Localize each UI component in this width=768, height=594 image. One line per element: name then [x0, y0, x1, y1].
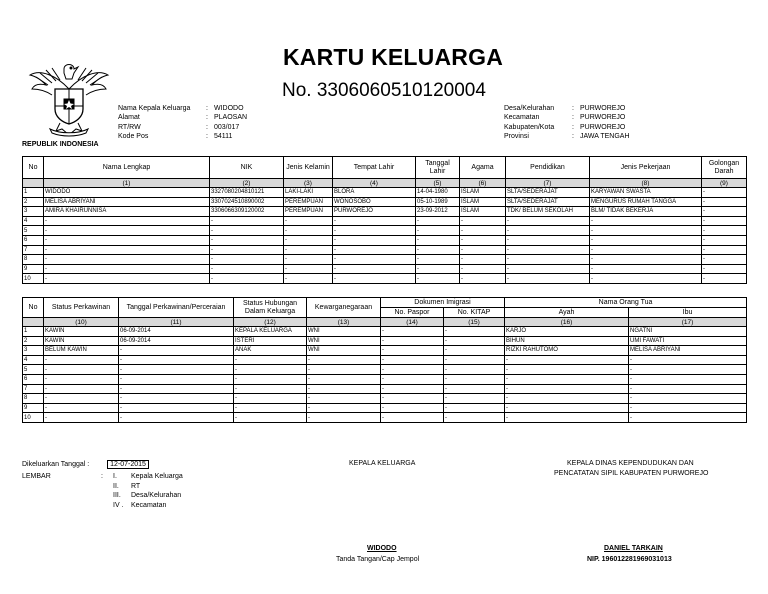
table-cell: WONOSOBO	[333, 197, 416, 207]
info-value: PURWOREJO	[580, 123, 626, 131]
table-cell: -	[590, 245, 702, 255]
col-header: No. Paspor	[381, 308, 444, 318]
family-info-right	[504, 104, 630, 141]
lembar-label: LEMBAR	[22, 473, 51, 480]
col-header: No	[23, 298, 44, 318]
table-cell: 2	[23, 336, 44, 346]
col-index: (1)	[44, 179, 210, 188]
table-cell: -	[505, 403, 629, 413]
col-header: NIK	[210, 157, 284, 179]
table-cell: LAKI-LAKI	[284, 188, 333, 198]
table-cell: -	[307, 403, 381, 413]
lembar-item: III. Desa/Kelurahan	[113, 492, 182, 499]
col-header: Jenis Kelamin	[284, 157, 333, 179]
table-cell: -	[44, 264, 210, 274]
table-cell: ISLAM	[460, 188, 506, 198]
table-cell: -	[307, 374, 381, 384]
table-row	[23, 327, 747, 337]
table-cell: 23-09-2012	[416, 207, 460, 217]
table-cell: 14-04-1980	[416, 188, 460, 198]
table-row	[23, 274, 747, 284]
table-cell: 3	[23, 207, 44, 217]
info-label: Nama Kepala Keluarga	[118, 105, 191, 112]
table-cell: -	[590, 264, 702, 274]
info-value: JAWA TENGAH	[580, 132, 630, 140]
table-cell: -	[506, 245, 590, 255]
table-cell: ISLAM	[460, 207, 506, 217]
table-cell: -	[444, 403, 505, 413]
table-cell: 9	[23, 403, 44, 413]
info-value: 003/017	[214, 123, 240, 131]
table-cell: -	[590, 216, 702, 226]
index-row	[23, 318, 747, 327]
lembar-item: II. RT	[113, 482, 141, 490]
col-header: Tanggal Perkawinan/Perceraian	[119, 298, 234, 318]
col-index: (8)	[590, 179, 702, 188]
table-cell: -	[505, 394, 629, 404]
table-cell: 4	[23, 216, 44, 226]
table-cell: -	[702, 226, 747, 236]
info-row: Desa/Kelurahan : PURWOREJO	[504, 105, 626, 112]
table-cell: -	[284, 274, 333, 284]
info-row: Provinsi : JAWA TENGAH	[504, 132, 630, 140]
table-cell: -	[234, 374, 307, 384]
table-cell: WIDODO	[44, 188, 210, 198]
kepala-keluarga-sign-caption: Tanda Tangan/Cap Jempol	[336, 556, 420, 563]
table-cell: -	[210, 274, 284, 284]
family-info-left	[118, 104, 247, 141]
table-cell: -	[416, 235, 460, 245]
table-cell: -	[444, 413, 505, 423]
col-header: Status Hubungan Dalam Keluarga	[234, 298, 307, 318]
info-value: PURWOREJO	[580, 105, 626, 112]
table-cell: -	[44, 403, 119, 413]
table-row	[23, 245, 747, 255]
table-cell: -	[460, 226, 506, 236]
table-row	[23, 384, 747, 394]
table-cell: AMIRA KHAIRUNNISA	[44, 207, 210, 217]
table-cell: -	[307, 355, 381, 365]
col-header: Pendidikan	[506, 157, 590, 179]
col-header: Tempat Lahir	[333, 157, 416, 179]
table-cell: ANAK	[234, 346, 307, 356]
table-cell: -	[284, 264, 333, 274]
dinas-title-line-2: PENCATATAN SIPIL KABUPATEN PURWOREJO	[554, 470, 709, 477]
table-cell: -	[629, 365, 747, 375]
table-cell: -	[506, 235, 590, 245]
table-cell: BLM/ TIDAK BEKERJA	[590, 207, 702, 217]
table-cell: -	[629, 384, 747, 394]
lembar-item: IV . Kecamatan	[113, 501, 167, 509]
col-index: (7)	[506, 179, 590, 188]
table-cell: SLTA/SEDERAJAT	[506, 197, 590, 207]
table-cell: BELUM KAWIN	[44, 346, 119, 356]
lembar-colon: :	[101, 473, 103, 480]
table-cell: MENGURUS RUMAH TANGGA	[590, 197, 702, 207]
table-cell: -	[44, 226, 210, 236]
issued-date-line	[22, 460, 149, 469]
table-cell: -	[506, 274, 590, 284]
dinas-official-nip: NIP. 196012281969031013	[587, 556, 672, 563]
kepala-keluarga-title: KEPALA KELUARGA	[349, 460, 416, 467]
table-cell: -	[444, 384, 505, 394]
table-cell: RIZKI RAHUTOMO	[505, 346, 629, 356]
col-index: (3)	[284, 179, 333, 188]
table-cell: PEREMPUAN	[284, 197, 333, 207]
table-cell: -	[234, 365, 307, 375]
table-cell: -	[234, 355, 307, 365]
table-cell: -	[506, 216, 590, 226]
table-row	[23, 355, 747, 365]
table-cell: -	[702, 207, 747, 217]
issued-label: Dikeluarkan Tanggal :	[22, 461, 90, 468]
table-cell: -	[234, 394, 307, 404]
table-cell: -	[210, 235, 284, 245]
info-label: Desa/Kelurahan	[504, 105, 555, 112]
table-cell: KARJO	[505, 327, 629, 337]
table-cell: -	[44, 394, 119, 404]
table-cell: BIHUN	[505, 336, 629, 346]
table-cell: -	[210, 264, 284, 274]
table-cell: 1	[23, 327, 44, 337]
table-cell: TDK/ BELUM SEKOLAH	[506, 207, 590, 217]
col-header: Kewarganegaraan	[307, 298, 381, 318]
table-cell: UMI FAWATI	[629, 336, 747, 346]
col-index: (17)	[629, 318, 747, 327]
table-cell: -	[210, 255, 284, 265]
table-cell: -	[505, 384, 629, 394]
table-cell: -	[44, 365, 119, 375]
table-cell: -	[702, 264, 747, 274]
info-row: Kecamatan : PURWOREJO	[504, 114, 626, 122]
table-cell: -	[505, 413, 629, 423]
table-cell: WNI	[307, 327, 381, 337]
table-cell: -	[333, 264, 416, 274]
kepala-keluarga-name: WIDODO	[367, 545, 397, 552]
table-cell: PURWOREJO	[333, 207, 416, 217]
table-cell: -	[702, 197, 747, 207]
table-cell: ISTERI	[234, 336, 307, 346]
table-cell: -	[590, 274, 702, 284]
table-cell: -	[119, 374, 234, 384]
table-cell: 6	[23, 235, 44, 245]
table-cell: -	[444, 365, 505, 375]
emblem-caption: REPUBLIK INDONESIA	[22, 141, 99, 148]
table-cell: -	[119, 394, 234, 404]
table-row	[23, 207, 747, 217]
table-cell: -	[234, 403, 307, 413]
table-cell: -	[119, 403, 234, 413]
col-index: (10)	[44, 318, 119, 327]
table-cell: MELISA ABRIYANI	[629, 346, 747, 356]
table-cell: -	[381, 374, 444, 384]
table-cell: -	[702, 235, 747, 245]
table-cell: -	[629, 403, 747, 413]
table-cell: KAWIN	[44, 327, 119, 337]
table-cell: -	[416, 274, 460, 284]
table-cell: -	[333, 274, 416, 284]
table-cell: 4	[23, 355, 44, 365]
table-row	[23, 235, 747, 245]
table-cell: -	[505, 374, 629, 384]
table-cell: -	[702, 274, 747, 284]
table-cell: -	[234, 384, 307, 394]
col-index: (9)	[702, 179, 747, 188]
table-cell: 2	[23, 197, 44, 207]
table-cell: -	[629, 413, 747, 423]
dinas-official-name: DANIEL TARKAIN	[604, 545, 663, 552]
table-cell: -	[307, 413, 381, 423]
col-header: Ibu	[629, 308, 747, 318]
table-cell: -	[444, 374, 505, 384]
table-cell: -	[381, 394, 444, 404]
table-cell: -	[629, 394, 747, 404]
col-header: Nama Orang Tua	[505, 298, 747, 308]
table-cell: -	[381, 346, 444, 356]
info-row: RT/RW : 003/017	[118, 123, 240, 131]
table-row	[23, 188, 747, 198]
table-cell: 1	[23, 188, 44, 198]
table-cell: -	[333, 216, 416, 226]
document-number: No. 3306060510120004	[282, 80, 486, 101]
table-cell: -	[444, 355, 505, 365]
info-value: PURWOREJO	[580, 114, 626, 122]
table-cell: -	[444, 346, 505, 356]
table-cell: -	[119, 365, 234, 375]
table-cell: -	[333, 235, 416, 245]
table-cell: -	[307, 365, 381, 375]
table-row	[23, 374, 747, 384]
table-row	[23, 216, 747, 226]
info-label: Alamat	[118, 114, 140, 122]
col-header: No. KITAP	[444, 308, 505, 318]
table-cell: 5	[23, 226, 44, 236]
lembar-item: I. Kepala Keluarga	[113, 473, 183, 480]
table-cell: -	[284, 226, 333, 236]
table-cell: 3306066309120002	[210, 207, 284, 217]
table-cell: ISLAM	[460, 197, 506, 207]
col-header: Status Perkawinan	[44, 298, 119, 318]
info-row: Kabupaten/Kota : PURWOREJO	[504, 123, 626, 131]
table-cell: -	[506, 226, 590, 236]
document-title: KARTU KELUARGA	[283, 44, 504, 70]
table-cell: 5	[23, 365, 44, 375]
col-header: No	[23, 157, 44, 179]
info-value: WIDODO	[214, 105, 244, 112]
info-row: Kode Pos : 54111	[118, 132, 233, 140]
table-cell: -	[119, 384, 234, 394]
table-row	[23, 336, 747, 346]
table-cell: -	[416, 245, 460, 255]
col-header: Tanggal Lahir	[416, 157, 460, 179]
table-cell: -	[505, 355, 629, 365]
table-cell: WNI	[307, 346, 381, 356]
table-cell: -	[702, 245, 747, 255]
table-cell: 9	[23, 264, 44, 274]
col-index: (14)	[381, 318, 444, 327]
table-row	[23, 226, 747, 236]
info-label: RT/RW	[118, 123, 141, 131]
table-row	[23, 197, 747, 207]
table-cell: -	[44, 355, 119, 365]
table-cell: -	[590, 226, 702, 236]
table-cell: -	[44, 374, 119, 384]
table-cell: -	[629, 355, 747, 365]
col-header: Jenis Pekerjaan	[590, 157, 702, 179]
table-cell: 7	[23, 384, 44, 394]
table-cell: WNI	[307, 336, 381, 346]
table-cell: -	[119, 346, 234, 356]
table-cell: 06-09-2014	[119, 327, 234, 337]
table-row	[23, 255, 747, 265]
table-cell: 3307024510890002	[210, 197, 284, 207]
col-index: (4)	[333, 179, 416, 188]
table-cell: -	[506, 255, 590, 265]
col-header: Golongan Darah	[702, 157, 747, 179]
col-index: (16)	[505, 318, 629, 327]
table-cell: -	[119, 413, 234, 423]
table-cell: SLTA/SEDERAJAT	[506, 188, 590, 198]
table-cell: -	[381, 355, 444, 365]
table-cell: -	[444, 327, 505, 337]
table-cell: -	[381, 336, 444, 346]
col-index: (2)	[210, 179, 284, 188]
table-cell: -	[590, 235, 702, 245]
table-cell: -	[505, 365, 629, 375]
table-cell: -	[460, 216, 506, 226]
table-cell: -	[210, 226, 284, 236]
family-members-table	[22, 156, 747, 284]
table-cell: -	[44, 216, 210, 226]
col-index: (12)	[234, 318, 307, 327]
col-index: (15)	[444, 318, 505, 327]
table-cell: -	[284, 216, 333, 226]
table-cell: KEPALA KELUARGA	[234, 327, 307, 337]
table-cell: -	[460, 255, 506, 265]
col-index: (5)	[416, 179, 460, 188]
col-index: (13)	[307, 318, 381, 327]
table-cell: -	[702, 188, 747, 198]
table-row	[23, 403, 747, 413]
table-cell: 3327080204810121	[210, 188, 284, 198]
col-index: (11)	[119, 318, 234, 327]
col-header: Dokumen Imigrasi	[381, 298, 505, 308]
table-cell: -	[44, 235, 210, 245]
table-cell: -	[44, 245, 210, 255]
table-cell: KARYAWAN SWASTA	[590, 188, 702, 198]
family-status-table	[22, 297, 747, 423]
table-cell: -	[333, 226, 416, 236]
dinas-title-line-1: KEPALA DINAS KEPENDUDUKAN DAN	[567, 460, 694, 467]
table-cell: -	[284, 255, 333, 265]
info-label: Kode Pos	[118, 132, 149, 140]
table-cell: -	[506, 264, 590, 274]
info-row: Nama Kepala Keluarga : WIDODO	[118, 105, 244, 112]
table-cell: 05-10-1989	[416, 197, 460, 207]
table-cell: 8	[23, 394, 44, 404]
table-row	[23, 264, 747, 274]
lembar-list	[113, 473, 183, 511]
table-cell: -	[629, 374, 747, 384]
table-cell: 3	[23, 346, 44, 356]
table-cell: -	[307, 394, 381, 404]
info-label: Kecamatan	[504, 114, 540, 122]
col-header: Agama	[460, 157, 506, 179]
table-cell: NGATNI	[629, 327, 747, 337]
table-cell: MELISA ABRIYANI	[44, 197, 210, 207]
table-cell: -	[381, 413, 444, 423]
index-row	[23, 179, 747, 188]
table-cell: 6	[23, 374, 44, 384]
info-label: Kabupaten/Kota	[504, 123, 555, 131]
table-cell: -	[333, 245, 416, 255]
info-row: Alamat : PLAOSAN	[118, 114, 248, 122]
table-cell: -	[381, 384, 444, 394]
table-cell: -	[460, 245, 506, 255]
table-cell: -	[444, 394, 505, 404]
table-cell: -	[416, 255, 460, 265]
table-cell: -	[444, 336, 505, 346]
col-index: (6)	[460, 179, 506, 188]
table-cell: -	[460, 264, 506, 274]
table-cell: -	[460, 235, 506, 245]
table-cell: -	[416, 226, 460, 236]
table-cell: -	[119, 355, 234, 365]
table-cell: 10	[23, 413, 44, 423]
table-row	[23, 394, 747, 404]
table-cell: BLORA	[333, 188, 416, 198]
table-cell: -	[284, 245, 333, 255]
table-cell: -	[284, 235, 333, 245]
table-cell: -	[44, 384, 119, 394]
table-cell: PEREMPUAN	[284, 207, 333, 217]
table-cell: -	[381, 365, 444, 375]
table-cell: 06-09-2014	[119, 336, 234, 346]
info-value: 54111	[214, 132, 233, 140]
table-cell: -	[210, 216, 284, 226]
table-cell: -	[234, 413, 307, 423]
table-cell: -	[590, 255, 702, 265]
table-row	[23, 365, 747, 375]
info-value: PLAOSAN	[214, 114, 248, 122]
table-row	[23, 413, 747, 423]
table-cell: -	[307, 384, 381, 394]
table-cell: -	[381, 327, 444, 337]
table-cell: -	[702, 255, 747, 265]
col-header: Nama Lengkap	[44, 157, 210, 179]
table-cell: 8	[23, 255, 44, 265]
table-cell: 7	[23, 245, 44, 255]
table-cell: -	[460, 274, 506, 284]
table-cell: -	[333, 255, 416, 265]
table-row	[23, 346, 747, 356]
table-cell: -	[702, 216, 747, 226]
table-cell: -	[416, 264, 460, 274]
col-header: Ayah	[505, 308, 629, 318]
table-cell: -	[44, 413, 119, 423]
table-cell: -	[416, 216, 460, 226]
info-label: Provinsi	[504, 132, 529, 140]
table-cell: -	[210, 245, 284, 255]
issued-date: 12-07-2015	[107, 460, 149, 469]
garuda-emblem-icon	[26, 55, 112, 139]
table-cell: 10	[23, 274, 44, 284]
table-cell: KAWIN	[44, 336, 119, 346]
table-cell: -	[44, 255, 210, 265]
table-cell: -	[44, 274, 210, 284]
table-cell: -	[381, 403, 444, 413]
